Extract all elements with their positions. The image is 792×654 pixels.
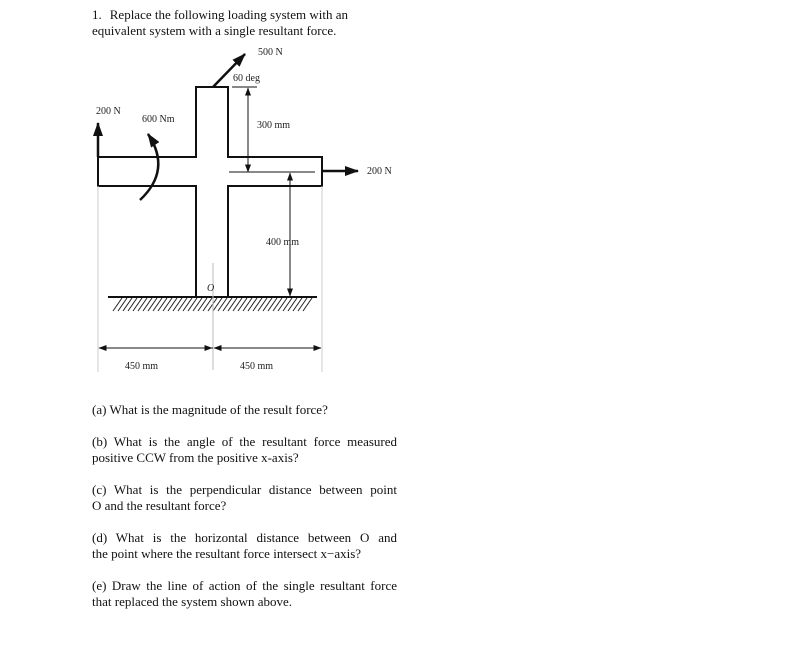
question-d-line1: (d) What is the horizontal distance between O and (92, 530, 397, 545)
hatch-mark (188, 298, 197, 311)
label-400mm: 400 mm (266, 237, 300, 248)
hatch-mark (118, 298, 127, 311)
hatch-mark (243, 298, 252, 311)
question-b (92, 434, 397, 466)
label-600nm: 600 Nm (142, 114, 175, 125)
hatch-mark (158, 298, 167, 311)
hatch-mark (233, 298, 242, 311)
hatch-mark (218, 298, 227, 311)
hatch-mark (258, 298, 267, 311)
hatch-mark (283, 298, 292, 311)
hatch-mark (133, 298, 142, 311)
label-450mm-left: 450 mm (125, 361, 159, 372)
label-500n: 500 N (258, 47, 283, 58)
hatch-mark (178, 298, 187, 311)
hatch-mark (193, 298, 202, 311)
hatch-mark (198, 298, 207, 311)
statement-line-1: 1. Replace the following loading system with an (92, 7, 349, 22)
hatch-mark (138, 298, 147, 311)
question-b-line1: (b) What is the angle of the resultant force measured (92, 434, 397, 449)
hatch-mark (203, 298, 212, 311)
hatch-mark (293, 298, 302, 311)
label-origin: O (207, 283, 215, 294)
question-e (92, 578, 397, 610)
hatch-mark (228, 298, 237, 311)
hatch-mark (153, 298, 162, 311)
label-200n-left: 200 N (96, 106, 121, 117)
label-300mm: 300 mm (257, 120, 291, 131)
label-200n-right: 200 N (367, 166, 392, 177)
hatch-mark (163, 298, 172, 311)
hatch-mark (268, 298, 277, 311)
hatch-mark (148, 298, 157, 311)
hatch-mark (263, 298, 272, 311)
moment-600nm-arrow (140, 134, 158, 200)
hatch-mark (223, 298, 232, 311)
question-c-line1: (c) What is the perpendicular distance between point (92, 482, 397, 497)
hatch-mark (248, 298, 257, 311)
hatch-mark (303, 298, 312, 311)
label-450mm-right: 450 mm (240, 361, 274, 372)
hatch-mark (128, 298, 137, 311)
question-d (92, 530, 397, 562)
hatch-mark (123, 298, 132, 311)
hatch-mark (183, 298, 192, 311)
hatch-mark (113, 298, 122, 311)
statement-line-2: equivalent system with a single resultant force. (92, 23, 337, 38)
question-b-line2: positive CCW from the positive x-axis? (92, 450, 299, 465)
question-c (92, 482, 397, 514)
question-e-line1: (e) Draw the line of action of the single resultant force (92, 578, 397, 593)
hatch-mark (278, 298, 287, 311)
hatch-mark (143, 298, 152, 311)
question-c-line2: O and the resultant force? (92, 498, 227, 513)
structure-outline (98, 87, 322, 297)
hatch-mark (213, 298, 222, 311)
hatch-mark (173, 298, 182, 311)
hatch-mark (288, 298, 297, 311)
question-e-line2: that replaced the system shown above. (92, 594, 292, 609)
hatch-mark (238, 298, 247, 311)
question-a-line1: (a) What is the magnitude of the result force? (92, 402, 328, 417)
label-60deg: 60 deg (233, 73, 260, 84)
hatch-mark (273, 298, 282, 311)
hatch-mark (168, 298, 177, 311)
question-d-line2: the point where the resultant force intersect x−axis? (92, 546, 362, 561)
hatch-mark (253, 298, 262, 311)
question-a (92, 402, 397, 418)
hatch-mark (298, 298, 307, 311)
